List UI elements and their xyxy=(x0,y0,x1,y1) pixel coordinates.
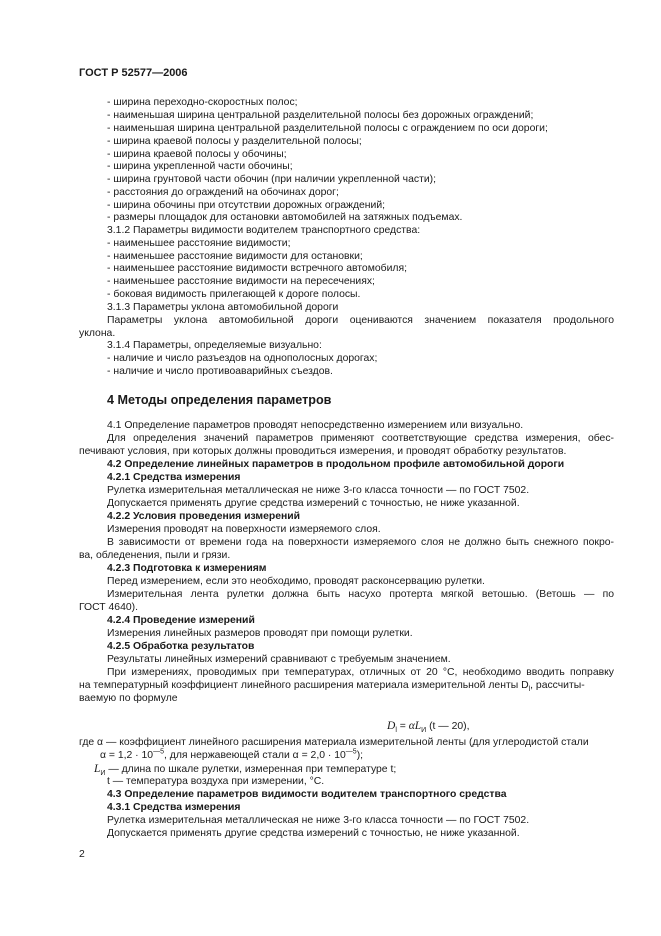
text-run: , рассчиты- xyxy=(530,680,585,691)
superscript: —5 xyxy=(345,748,357,756)
clause-3-1-3: 3.1.3 Параметры уклона автомобильной дороги xyxy=(107,302,339,313)
list-item: - наименьшая ширина центральной разделительной полосы без дорожных ограждений; xyxy=(107,110,534,121)
heading-4-3: 4.3 Определение параметров видимости водителем транспортного средства xyxy=(107,789,507,800)
list-item: - расстояния до ограждений на обочинах дорог; xyxy=(107,187,339,198)
paragraph-line: В зависимости от времени года на поверхности измеряемого слоя не должно быть снежного покро- xyxy=(107,537,614,548)
formula xyxy=(387,720,470,735)
list-item: - наименьшая ширина центральной разделительной полосы с ограждением по оси дороги; xyxy=(107,123,548,134)
list-item: - размеры площадок для остановки автомобилей на затяжных подъемах. xyxy=(107,212,463,223)
list-item: - ширина краевой полосы у разделительной полосы; xyxy=(107,136,362,147)
list-item: - боковая видимость прилегающей к дороге полосы. xyxy=(107,289,361,300)
list-item: - ширина краевой полосы у обочины; xyxy=(107,149,287,160)
list-item: - наличие и число разъездов на однополосных дорогах; xyxy=(107,353,378,364)
list-item: - наименьшее расстояние видимости; xyxy=(107,238,291,249)
list-item: - наименьшее расстояние видимости для остановки; xyxy=(107,251,363,262)
heading-4-2-1: 4.2.1 Средства измерения xyxy=(107,472,241,483)
subscript: И xyxy=(421,727,427,735)
paragraph-line: Измерения проводят на поверхности измеряемого слоя. xyxy=(107,524,381,535)
paragraph-line: ГОСТ 4640). xyxy=(79,602,138,613)
formula-symbol: L xyxy=(94,763,101,775)
formula-term: (t — 20), xyxy=(426,721,470,732)
paragraph-line: Допускается применять другие средства измерений с точностью, не ниже указанной. xyxy=(107,498,520,509)
paragraph-line: уклона. xyxy=(79,328,116,339)
paragraph-line: Измерительная лента рулетки должна быть насухо протерта мягкой ветошью. (Ветошь — по xyxy=(107,589,614,600)
heading-4-3-1: 4.3.1 Средства измерения xyxy=(107,802,241,813)
document-header: ГОСТ Р 52577—2006 xyxy=(79,67,188,79)
subscript: l xyxy=(395,727,397,735)
list-item: - наименьшее расстояние видимости встречного автомобиля; xyxy=(107,263,407,274)
clause-3-1-2: 3.1.2 Параметры видимости водителем транспортного средства: xyxy=(107,225,421,236)
paragraph-line: При измерениях, проводимых при температурах, отличных от 20 °С, необходимо вводить поправку xyxy=(107,667,614,678)
paragraph-line: Допускается применять другие средства измерений с точностью, не ниже указанной. xyxy=(107,828,520,839)
section-4-title: 4 Методы определения параметров xyxy=(107,393,332,407)
paragraph-line: Результаты линейных измерений сравнивают с требуемым значением. xyxy=(107,654,451,665)
list-item: - ширина укрепленной части обочины; xyxy=(107,161,293,172)
heading-4-2-4: 4.2.4 Проведение измерений xyxy=(107,615,255,626)
paragraph-line: ва, обледенения, пыли и грязи. xyxy=(79,550,231,561)
where-line xyxy=(94,763,396,776)
where-line: t — температура воздуха при измерении, °С. xyxy=(107,776,325,787)
formula-symbol: αL xyxy=(408,720,422,732)
paragraph-line: Перед измерением, если это необходимо, проводят расконсервацию рулетки. xyxy=(107,576,485,587)
page-number: 2 xyxy=(79,849,85,860)
text-run: ); xyxy=(356,750,364,761)
superscript: —5 xyxy=(153,748,164,756)
heading-4-2: 4.2 Определение линейных параметров в продольном профиле автомобильной дороги xyxy=(107,459,565,470)
paragraph-line: Рулетка измерительная металлическая не ниже 3-го класса точности — по ГОСТ 7502. xyxy=(107,815,530,826)
list-item: - ширина переходно-скоростных полос; xyxy=(107,97,298,108)
heading-4-2-3: 4.2.3 Подготовка к измерениям xyxy=(107,563,267,574)
formula-symbol: D xyxy=(387,720,396,732)
paragraph-line: печивают условия, при которых должны проводиться измерения, и проводят обработку результатов. xyxy=(79,446,567,457)
clause-4-1: 4.1 Определение параметров проводят непосредственно измерением или визуально. xyxy=(107,420,524,431)
text-run: — длина по шкале рулетки, измеренная при температуре t; xyxy=(105,764,397,775)
list-item: - ширина обочины при отсутствии дорожных ограждений; xyxy=(107,200,386,211)
subscript: И xyxy=(100,770,106,778)
clause-3-1-4: 3.1.4 Параметры, определяемые визуально: xyxy=(107,340,322,351)
formula-operator: = xyxy=(396,721,409,732)
heading-4-2-5: 4.2.5 Обработка результатов xyxy=(107,641,255,652)
heading-4-2-2: 4.2.2 Условия проведения измерений xyxy=(107,511,301,522)
subscript: l xyxy=(528,686,531,694)
list-item: - наличие и число противоаварийных съездов. xyxy=(107,366,333,377)
text-run: на температурный коэффициент линейного расширения материала измерительной ленты D xyxy=(79,680,529,691)
where-line xyxy=(100,750,363,762)
where-line: где α — коэффициент линейного расширения материала измерительной ленты (для углеродистой стали xyxy=(79,737,589,748)
paragraph-line: ваемую по формуле xyxy=(79,693,178,704)
paragraph-line: Измерения линейных размеров проводят при помощи рулетки. xyxy=(107,628,413,639)
list-item: - ширина грунтовой части обочин (при наличии укрепленной части); xyxy=(107,174,436,185)
text-run: , для нержавеющей стали α = 2,0 · 10 xyxy=(164,750,346,761)
list-item: - наименьшее расстояние видимости на пересечениях; xyxy=(107,276,375,287)
paragraph-line: Рулетка измерительная металлическая не ниже 3-го класса точности — по ГОСТ 7502. xyxy=(107,485,530,496)
text-run: α = 1,2 · 10 xyxy=(100,750,154,761)
paragraph-line: Параметры уклона автомобильной дороги оцениваются значением показателя продольного xyxy=(107,315,614,326)
paragraph-line: Для определения значений параметров применяют соответствующие средства измерения, обес- xyxy=(107,433,614,444)
paragraph-line xyxy=(79,680,585,692)
